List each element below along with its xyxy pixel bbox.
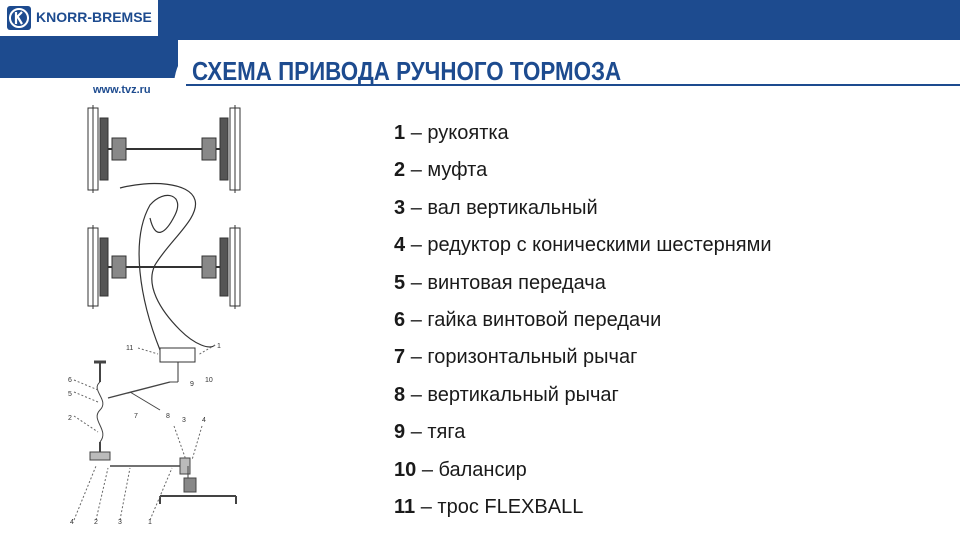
diagram-label-5: 5 [68, 391, 72, 398]
legend-separator: – [410, 271, 422, 294]
legend-item [394, 307, 914, 344]
legend-separator: – [410, 346, 422, 369]
legend-list [394, 120, 914, 531]
legend-item-number: 6 [394, 308, 406, 331]
diagram-label-3-bottom: 3 [118, 519, 122, 526]
diagram-label-8: 8 [166, 413, 170, 420]
legend-item [394, 270, 914, 307]
diagram-label-1-bottom: 1 [148, 519, 152, 526]
legend-item [394, 419, 914, 456]
legend-item-text: балансир [438, 458, 527, 481]
legend-item [394, 195, 914, 232]
cable-tube [160, 348, 195, 362]
site-url[interactable]: www.tvz.ru [93, 84, 151, 96]
diagram-label-1-top: 1 [217, 343, 221, 350]
legend-item-text: винтовая передача [427, 271, 606, 294]
top-wheelset [88, 105, 240, 193]
legend-item-number: 10 [394, 458, 417, 481]
legend-item [394, 382, 914, 419]
legend-separator: – [410, 159, 422, 182]
legend-item [394, 457, 914, 494]
diagram-label-2-bottom: 2 [94, 519, 98, 526]
legend-item-number: 11 [394, 495, 416, 518]
legend-item-text: рукоятка [427, 122, 509, 144]
legend-item-text: тяга [427, 421, 466, 444]
legend-separator: – [410, 308, 422, 331]
legend-item-text: гайка винтовой передачи [427, 308, 662, 331]
legend-item-text: вертикальный рычаг [427, 383, 619, 406]
flexball-cable [120, 184, 215, 347]
legend-item-number: 5 [394, 271, 406, 294]
legend-item [394, 232, 914, 269]
bottom-wheelset [88, 225, 240, 309]
diagram-label-4-top: 4 [202, 417, 206, 424]
legend-separator: – [410, 196, 422, 219]
legend-separator: – [410, 383, 422, 406]
diagram-label-3-top: 3 [182, 417, 186, 424]
cable-loop [139, 195, 178, 350]
diagram-label-2-left: 2 [68, 415, 72, 422]
diagram-label-4-bottom: 4 [70, 519, 74, 526]
legend-item-text: вал вертикальный [427, 196, 598, 219]
diagram-label-11: 11 [126, 345, 134, 352]
header-side-band [0, 40, 178, 78]
legend-separator: – [420, 495, 432, 518]
legend-item [394, 344, 914, 381]
legend-item-number: 8 [394, 383, 406, 406]
logo[interactable] [0, 0, 158, 36]
page-title: СХЕМА ПРИВОДА РУЧНОГО ТОРМОЗА [192, 56, 622, 86]
diagram-label-7: 7 [134, 413, 138, 420]
diagram-label-10: 10 [205, 377, 213, 384]
legend-item-text: редуктор с коническими шестернями [427, 234, 772, 257]
legend-item-number: 7 [394, 346, 406, 369]
handbrake-drive-diagram [60, 100, 260, 530]
logo-text: KNORR-BREMSE [36, 9, 152, 25]
diagram-label-6: 6 [68, 377, 72, 384]
legend-item-number: 1 [394, 122, 406, 144]
legend-item [394, 157, 914, 194]
legend-item-text: муфта [427, 159, 488, 182]
legend-separator: – [410, 122, 422, 144]
legend-separator: – [410, 421, 422, 444]
knorr-bremse-logo-icon [7, 6, 31, 30]
legend-item-number: 4 [394, 234, 406, 257]
legend-item-number: 2 [394, 159, 406, 182]
legend-item-number: 3 [394, 196, 406, 219]
legend-item [394, 120, 914, 157]
legend-separator: – [410, 234, 422, 257]
legend-separator: – [421, 458, 433, 481]
legend-item [394, 494, 914, 531]
lower-linkage [90, 362, 236, 504]
leader-lines [74, 345, 215, 520]
legend-item-text: горизонтальный рычаг [427, 346, 638, 369]
legend-item-number: 9 [394, 421, 406, 444]
legend-item-text: трос FLEXBALL [437, 495, 584, 518]
diagram-label-9: 9 [190, 381, 194, 388]
